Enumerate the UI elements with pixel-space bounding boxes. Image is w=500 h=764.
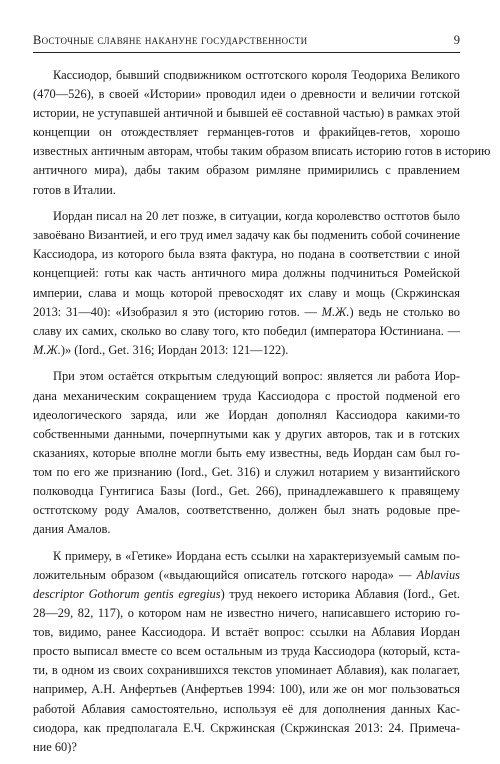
text-line: просто выписал вместе со всем остальным из труда Кассиодора (который, кста-	[33, 644, 460, 659]
paragraph	[33, 547, 460, 757]
text-line: славу их самих, сколько во славу того, кто победил (императора Юстиниана. —	[33, 323, 460, 338]
paragraph	[33, 207, 460, 360]
text-line: ложительным образом («выдающийся описатель готского народа» — Ablavius	[33, 567, 460, 582]
running-header	[33, 30, 460, 53]
text-line: концепцией: готы как часть античного мира должны подчиниться Ромейской	[33, 266, 460, 281]
page-number: 9	[453, 33, 460, 47]
running-title: Восточные славяне накануне государственности	[33, 33, 308, 47]
text-line: завоёвано Византией, и его труд имел задачу как бы подменить собой сочинение	[33, 228, 460, 243]
text-line: остготскому роду Амалов, соответственно, должен был знать родовые пре-	[33, 503, 460, 518]
text-line: Кассиодора, из которого была взята фактура, но подана в соответствии с иной	[33, 247, 460, 262]
text-line: империи, слава и мощь которой превосходят их славу и мощь (Скржинская	[33, 285, 460, 300]
paragraph	[33, 66, 491, 200]
text-line: сиодора, как предполагала Е.Ч. Скржинская (Скржинская 2013: 24. Примеча-	[33, 720, 460, 735]
text-line: ти, в одном из своих сохранившихся текстов упоминает Аблавия), как полагает,	[33, 663, 460, 678]
text-line: известных античным авторам, чтобы таким образом вписать историю готов в историю	[33, 144, 491, 159]
text-line: К примеру, в «Гетике» Иордана есть ссылки на характеризуемый самым по-	[53, 548, 460, 563]
text-line: При этом остаётся открытым следующий вопрос: является ли работа Иор-	[53, 369, 460, 384]
text-line: том по его же признанию (Iord., Get. 316) и служил нотарием у византийского	[33, 464, 460, 479]
body-text	[33, 66, 491, 764]
text-line: М.Ж.)» (Iord., Get. 316; Иордан 2013: 121—122).	[33, 342, 289, 357]
text-line: Кассиодор, бывший сподвижником остготского короля Теодориха Великого	[53, 68, 460, 82]
text-line: готов в Италии.	[33, 182, 116, 197]
text-line: сказаниях, которые вполне могли быть ему известны, ведь Иордан сам был го-	[33, 445, 460, 460]
paragraph	[33, 367, 460, 539]
text-line: 28—29, 82, 117), о котором нам не известно ничего, написавшего историю го-	[33, 606, 460, 621]
text-line: 2013: 31—40): «Изобразил я это (историю готов. — М.Ж.) ведь не столько во	[33, 304, 460, 319]
text-line: истории, не уступавшей античной и бывшей её составной частью) в рамках этой	[33, 106, 460, 121]
text-line: тов, видимо, ранее Кассиодора. И встаёт вопрос: ссылки на Аблавия Иордан	[33, 625, 460, 640]
text-line: собственными данными, почерпнутыми как у других авторов, так и в готских	[33, 426, 460, 441]
text-line: descriptor Gothorum gentis egregius) труд некоего историка Аблавия (Iord., Get.	[33, 586, 460, 601]
text-line: Иордан писал на 20 лет позже, в ситуации, когда королевство остготов было	[53, 209, 460, 224]
text-line: полководца Гунтигиса Базы (Iord., Get. 266), принадлежавшего к правящему	[33, 483, 460, 498]
text-line: концепции он отождествляет германцев-готов и фракийцев-гетов, хорошо	[33, 125, 460, 140]
text-line: дания Амалов.	[33, 522, 111, 537]
text-line: ние 60)?	[33, 739, 77, 754]
text-line: дана механическим сокращением труда Кассиодора с простой подменой его	[33, 388, 460, 403]
text-line: (470—526), в своей «Истории» проводил идеи о древности и величии готской	[33, 87, 460, 102]
text-line: работой Аблавия самостоятельно, используя её для дополнения данных Кас-	[33, 701, 460, 716]
text-line: например, А.Н. Анфертьев (Анфертьев 1994: 100), или же он мог пользоваться	[33, 682, 460, 697]
text-line: идеологического заряда, или же Иордан дополнял Кассиодора какими-то	[33, 407, 460, 422]
text-line: античного мира), дабы таким образом римляне примирились с правлением	[33, 163, 460, 178]
